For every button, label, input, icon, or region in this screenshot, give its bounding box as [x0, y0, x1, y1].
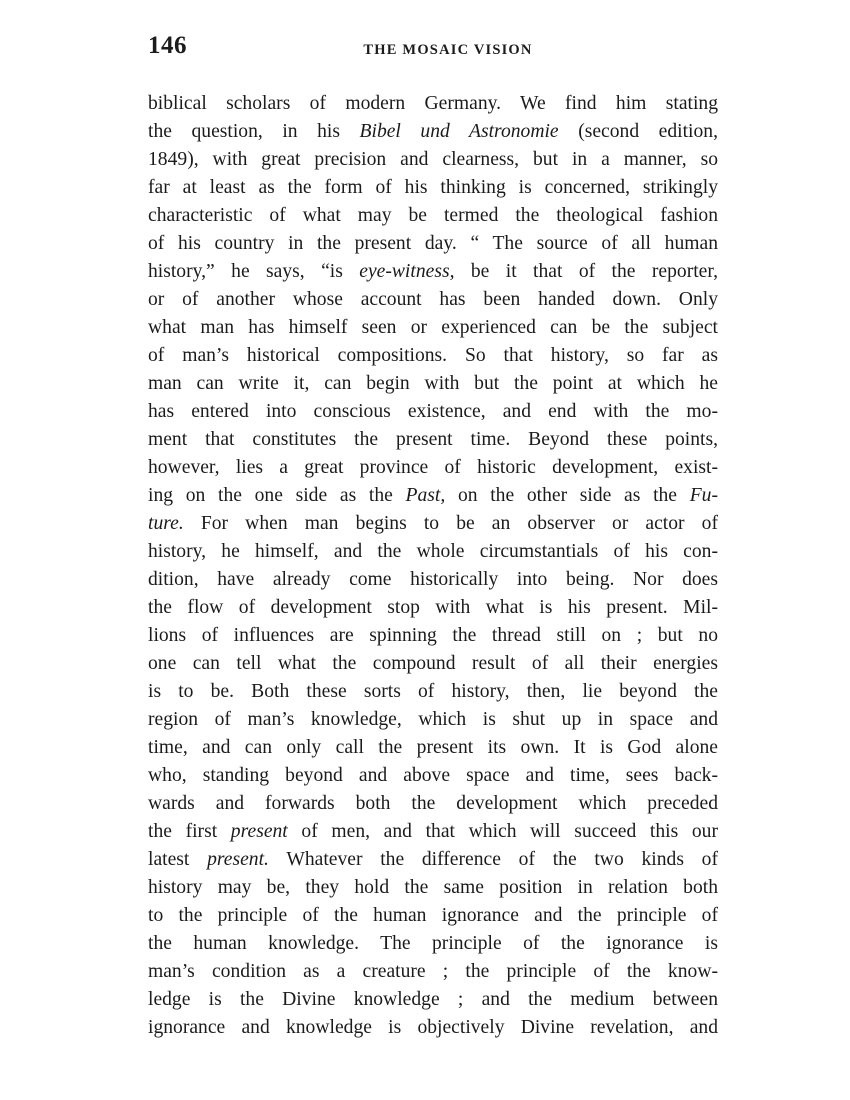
- text-run: of man’s historical compositions. So that history, so far as: [148, 345, 718, 366]
- italic-text: eye-witness,: [359, 261, 455, 282]
- text-run: Whatever the difference of the two kinds of: [268, 849, 718, 870]
- text-line: [148, 482, 718, 510]
- text-run: 1849), with great precision and clearness, but in a manner, so: [148, 149, 718, 170]
- italic-text: present.: [207, 849, 269, 870]
- text-run: the human knowledge. The principle of the ignorance is: [148, 933, 718, 954]
- text-line: [148, 426, 718, 454]
- text-line: [148, 286, 718, 314]
- text-line: [148, 538, 718, 566]
- text-run: man’s condition as a creature ; the principle of the know-: [148, 961, 718, 982]
- text-run: history,” he says, “is: [148, 261, 360, 282]
- text-run: For when man begins to be an observer or actor of: [183, 513, 718, 534]
- body-text: [148, 90, 718, 1042]
- text-run: one can tell what the compound result of all their energies: [148, 653, 718, 674]
- text-run: is to be. Both these sorts of history, then, lie beyond the: [148, 681, 718, 702]
- text-line: [148, 930, 718, 958]
- text-line: [148, 706, 718, 734]
- text-run: ing on the one side as the: [148, 485, 406, 506]
- text-run: far at least as the form of his thinking is concerned, strikingly: [148, 177, 718, 198]
- text-line: [148, 370, 718, 398]
- text-line: [148, 818, 718, 846]
- italic-text: present: [230, 821, 288, 842]
- text-line: [148, 846, 718, 874]
- text-line: [148, 734, 718, 762]
- text-run: the flow of development stop with what is his present. Mil-: [148, 597, 718, 618]
- text-line: [148, 258, 718, 286]
- text-run: what man has himself seen or experienced can be the subject: [148, 317, 718, 338]
- text-line: [148, 902, 718, 930]
- text-run: time, and can only call the present its own. It is God alone: [148, 737, 718, 758]
- text-run: of his country in the present day. “ The source of all human: [148, 233, 718, 254]
- text-line: [148, 454, 718, 482]
- text-line: [148, 650, 718, 678]
- text-run: history, he himself, and the whole circumstantials of his con-: [148, 541, 718, 562]
- text-line: [148, 790, 718, 818]
- italic-text: Fu-: [689, 485, 718, 506]
- italic-text: Bibel und Astronomie: [359, 121, 559, 142]
- text-run: ment that constitutes the present time. Beyond these points,: [148, 429, 718, 450]
- text-line: [148, 986, 718, 1014]
- text-line: [148, 874, 718, 902]
- text-run: who, standing beyond and above space and time, sees back-: [148, 765, 718, 786]
- text-line: [148, 566, 718, 594]
- running-title: THE MOSAIC VISION: [363, 42, 533, 58]
- text-run: the question, in his: [148, 121, 360, 142]
- text-run: region of man’s knowledge, which is shut up in space and: [148, 709, 718, 730]
- text-line: [148, 762, 718, 790]
- text-line: [148, 118, 718, 146]
- text-line: [148, 398, 718, 426]
- text-run: or of another whose account has been handed down. Only: [148, 289, 718, 310]
- text-run: dition, have already come historically into being. Nor does: [148, 569, 718, 590]
- text-run: however, lies a great province of historic development, exist-: [148, 457, 718, 478]
- text-run: has entered into conscious existence, and end with the mo-: [148, 401, 718, 422]
- text-line: [148, 342, 718, 370]
- text-run: ledge is the Divine knowledge ; and the medium between: [148, 989, 718, 1010]
- text-line: [148, 202, 718, 230]
- text-run: man can write it, can begin with but the point at which he: [148, 373, 718, 394]
- text-line: [148, 174, 718, 202]
- page-number: 146: [148, 32, 187, 59]
- text-line: [148, 314, 718, 342]
- page-header: [148, 30, 718, 70]
- text-line: [148, 958, 718, 986]
- text-run: on the other side as the: [445, 485, 690, 506]
- text-run: be it that of the reporter,: [454, 261, 718, 282]
- text-run: history may be, they hold the same position in relation both: [148, 877, 718, 898]
- text-line: [148, 678, 718, 706]
- text-run: characteristic of what may be termed the theological fashion: [148, 205, 718, 226]
- text-run: ignorance and knowledge is objectively Divine revelation, and: [148, 1017, 718, 1038]
- text-run: of men, and that which will succeed this our: [287, 821, 719, 842]
- text-run: the first: [148, 821, 231, 842]
- text-run: (second edition,: [558, 121, 718, 142]
- text-line: [148, 622, 718, 650]
- text-line: [148, 1014, 718, 1042]
- text-run: lions of influences are spinning the thread still on ; but no: [148, 625, 718, 646]
- text-run: latest: [148, 849, 208, 870]
- text-line: [148, 230, 718, 258]
- text-line: [148, 594, 718, 622]
- italic-text: Past,: [405, 485, 446, 506]
- text-run: to the principle of the human ignorance and the principle of: [148, 905, 718, 926]
- text-line: [148, 90, 718, 118]
- italic-text: ture.: [148, 513, 184, 534]
- text-run: biblical scholars of modern Germany. We find him stating: [148, 93, 718, 114]
- text-run: wards and forwards both the development which preceded: [148, 793, 718, 814]
- text-line: [148, 510, 718, 538]
- text-line: [148, 146, 718, 174]
